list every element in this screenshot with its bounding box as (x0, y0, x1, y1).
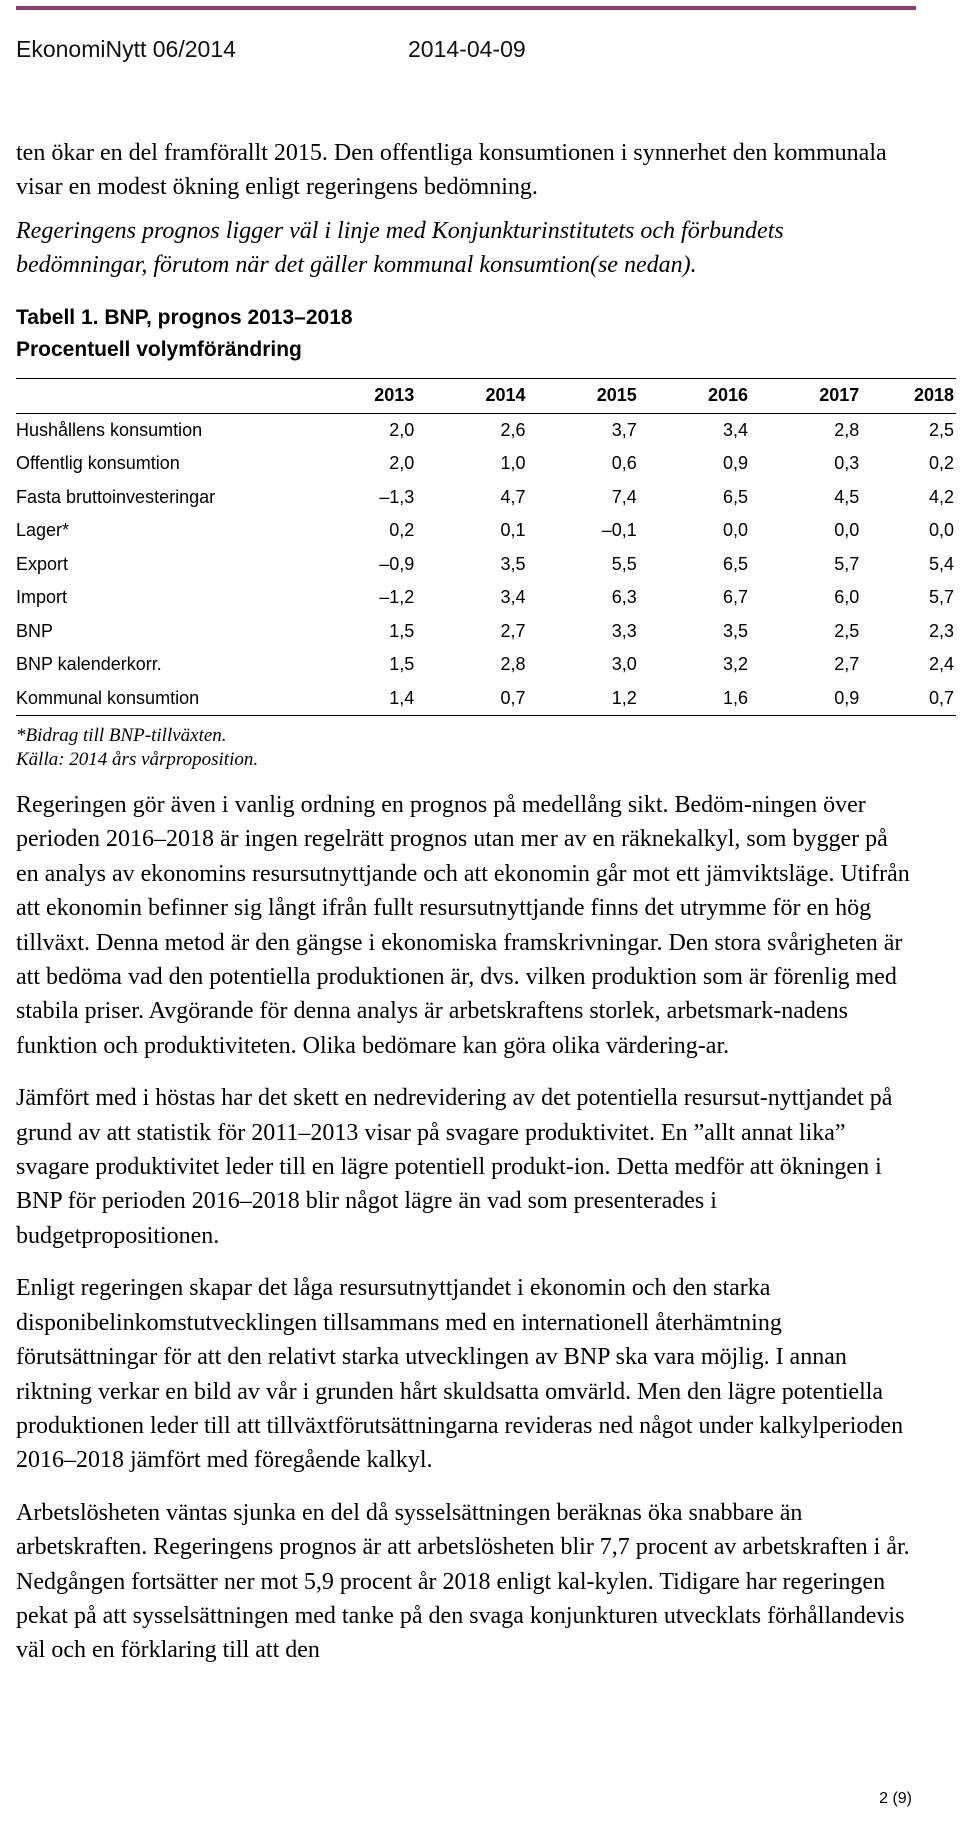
table-row (16, 548, 956, 582)
table-cell: 3,3 (611, 620, 637, 641)
row-label: Lager* (16, 520, 70, 541)
header-cell (16, 379, 331, 414)
table-source: Källa: 2014 års vårproposition. (16, 749, 259, 770)
header-accent-rule (16, 6, 916, 10)
table-cell: 0,6 (611, 453, 637, 474)
table-cell: 2,7 (500, 620, 526, 641)
table-cell: 1,6 (722, 687, 748, 708)
table-cell: 2,3 (928, 620, 954, 641)
table-cell: 3,2 (722, 654, 748, 675)
table-cell: 0,1 (500, 520, 526, 541)
body-paragraph: Regeringen gör även i vanlig ordning en prognos på medellång sikt. Bedöm-ningen över perioden 2016–2018 är ingen regelrätt prognos utan mer av en räknekalkyl, som bygger på en analys av ekonomins resursutnyttjande och att ekonomin går mot ett jämviktsläge. Utifrån att ekonomin befinner sig långt ifrån fullt resursutnyttjande finns det utrymme för en hög tillväxt. Denna metod är den gängse i ekonomiska framskrivningar. Den stora svårigheten är att bedöma vad den potentiella produktionen är, dvs. vilken produktion som är förenlig med stabila priser. Avgörande för denna analys är arbetskraftens storlek, arbetsmark-nadens funktion och produktiviteten. Olika bedömare kan göra olika värdering-ar. (16, 792, 910, 1059)
table-cell: 3,5 (722, 620, 748, 641)
header-cell: 2018 (913, 385, 954, 406)
table-cell: 2,6 (500, 419, 526, 440)
header-cell: 2015 (596, 385, 637, 406)
table-cell: 1,0 (500, 453, 526, 474)
table-cell: 2,0 (389, 419, 415, 440)
row-label: Kommunal konsumtion (16, 687, 200, 708)
table-cell: 2,8 (500, 654, 526, 675)
table-cell: 0,2 (389, 520, 415, 541)
table-header-row (16, 379, 956, 414)
table-cell: 6,3 (611, 587, 637, 608)
table-cell: 0,7 (500, 687, 526, 708)
intro-section (16, 136, 916, 282)
intro-italic-paragraph: Regeringens prognos ligger väl i linje med Konjunkturinstitutets och förbundets bedömningar, förutom när det gäller kommunal konsumtion(se nedan). (16, 218, 784, 278)
publication-title: EkonomiNytt 06/2014 (16, 36, 236, 62)
table-cell: 2,0 (389, 453, 415, 474)
table-cell: 5,5 (611, 553, 637, 574)
table-cell: 2,7 (834, 654, 860, 675)
table-title-text: BNP, prognos 2013–2018 (104, 306, 353, 329)
table-row (16, 648, 956, 682)
table-row (16, 413, 956, 447)
row-label: Offentlig konsumtion (16, 453, 180, 474)
table-cell: –1,3 (379, 486, 415, 507)
body-paragraph: Enligt regeringen skapar det låga resursutnyttjandet i ekonomin och den starka disponibelinkomstutvecklingen tillsammans med en internationell återhämtning förutsättningar för att den relativt starka utvecklingen av BNP ska vara möjlig. I annan riktning verkar en bild av vår i grunden hårt skuldsatta omvärld. Men den lägre potentiella produktionen leder till att tillväxtförutsättningarna revideras ned något under kalkylperioden 2016–2018 jämfört med föregående kalkyl. (16, 1275, 904, 1474)
table-cell: 2,8 (834, 419, 860, 440)
table-cell: 3,5 (500, 553, 526, 574)
table-row (16, 581, 956, 615)
table-cell: 3,4 (500, 587, 526, 608)
row-label: Export (16, 553, 69, 574)
table-cell: 0,0 (722, 520, 748, 541)
table-row (16, 682, 956, 716)
row-label: BNP (16, 620, 54, 641)
page-content (16, 136, 954, 1686)
header-cell: 2017 (819, 385, 860, 406)
table-row (16, 615, 956, 649)
row-label: Fasta bruttoinvesteringar (16, 486, 216, 507)
row-label: Hushållens konsumtion (16, 419, 203, 440)
table-row (16, 447, 956, 481)
page-number: 2 (9) (879, 1790, 912, 1807)
table-cell: 5,4 (928, 553, 954, 574)
table-cell: 4,5 (834, 486, 860, 507)
header-cell: 2014 (485, 385, 526, 406)
table-cell: –0,1 (601, 520, 637, 541)
table-cell: 5,7 (834, 553, 860, 574)
table-cell: 0,0 (834, 520, 860, 541)
body-paragraph: Jämfört med i höstas har det skett en nedrevidering av det potentiella resursut-nyttjandet på grund av att statistik för 2011–2013 visar på svagare produktivitet. En ”allt annat lika” svagare produktivitet leder till en lägre potentiell produkt-ion. Detta medför att ökningen i BNP för perioden 2016–2018 blir något lägre än vad som presenterades i budgetpropositionen. (16, 1085, 893, 1249)
table-cell: 4,2 (928, 486, 954, 507)
table-cell: 6,0 (834, 587, 860, 608)
table-cell: 0,9 (722, 453, 748, 474)
row-label: Import (16, 587, 68, 608)
table-cell: 0,0 (928, 520, 954, 541)
table-cell: 3,4 (722, 419, 748, 440)
intro-paragraph: ten ökar en del framförallt 2015. Den offentliga konsumtionen i synnerhet den kommunala visar en modest ökning enligt regeringens bedömning. (16, 140, 887, 200)
gdp-forecast-table (16, 378, 956, 716)
table-cell: 5,7 (928, 587, 954, 608)
row-label: BNP kalenderkorr. (16, 654, 162, 675)
body-text (16, 788, 916, 1668)
table-cell: 2,5 (928, 419, 954, 440)
header-cell: 2016 (707, 385, 748, 406)
table-title-prefix: Tabell 1. (16, 306, 99, 329)
table-cell: 1,2 (611, 687, 637, 708)
table-cell: –1,2 (379, 587, 415, 608)
table-row (16, 514, 956, 548)
table-cell: 0,3 (834, 453, 860, 474)
table-cell: 6,5 (722, 553, 748, 574)
table-cell: 2,5 (834, 620, 860, 641)
table-cell: 7,4 (611, 486, 637, 507)
publication-date: 2014-04-09 (408, 36, 526, 62)
table-cell: 2,4 (928, 654, 954, 675)
table-cell: 4,7 (500, 486, 526, 507)
table-caption (16, 302, 916, 366)
table-notes (16, 724, 916, 772)
table-subtitle-text: Procentuell volymförändring (16, 338, 302, 361)
table-subtitle (16, 334, 916, 366)
table-cell: 1,5 (389, 620, 415, 641)
body-paragraph: Arbetslösheten väntas sjunka en del då sysselsättningen beräknas öka snabbare än arbetskraften. Regeringens prognos är att arbetslösheten blir 7,7 procent av arbetskraften i år. Nedgången fortsätter ner mot 5,9 procent år 2018 enligt kal-kylen. Tidigare har regeringen pekat på att sysselsättningen med tanke på den svaga konjunkturen utvecklats förhållandevis väl och en förklaring till att den (16, 1499, 910, 1664)
table-cell: –0,9 (379, 553, 415, 574)
table-cell: 0,2 (928, 453, 954, 474)
table-title (16, 302, 916, 334)
table-cell: 1,5 (389, 654, 415, 675)
table-cell: 3,0 (611, 654, 637, 675)
table-cell: 6,7 (722, 587, 748, 608)
table-cell: 0,9 (834, 687, 860, 708)
table-footnote: *Bidrag till BNP-tillväxten. (16, 725, 227, 746)
table-row (16, 481, 956, 515)
table-cell: 0,7 (928, 687, 954, 708)
table-cell: 3,7 (611, 419, 637, 440)
table-cell: 6,5 (722, 486, 748, 507)
table-cell: 1,4 (389, 687, 415, 708)
header-cell: 2013 (374, 385, 415, 406)
